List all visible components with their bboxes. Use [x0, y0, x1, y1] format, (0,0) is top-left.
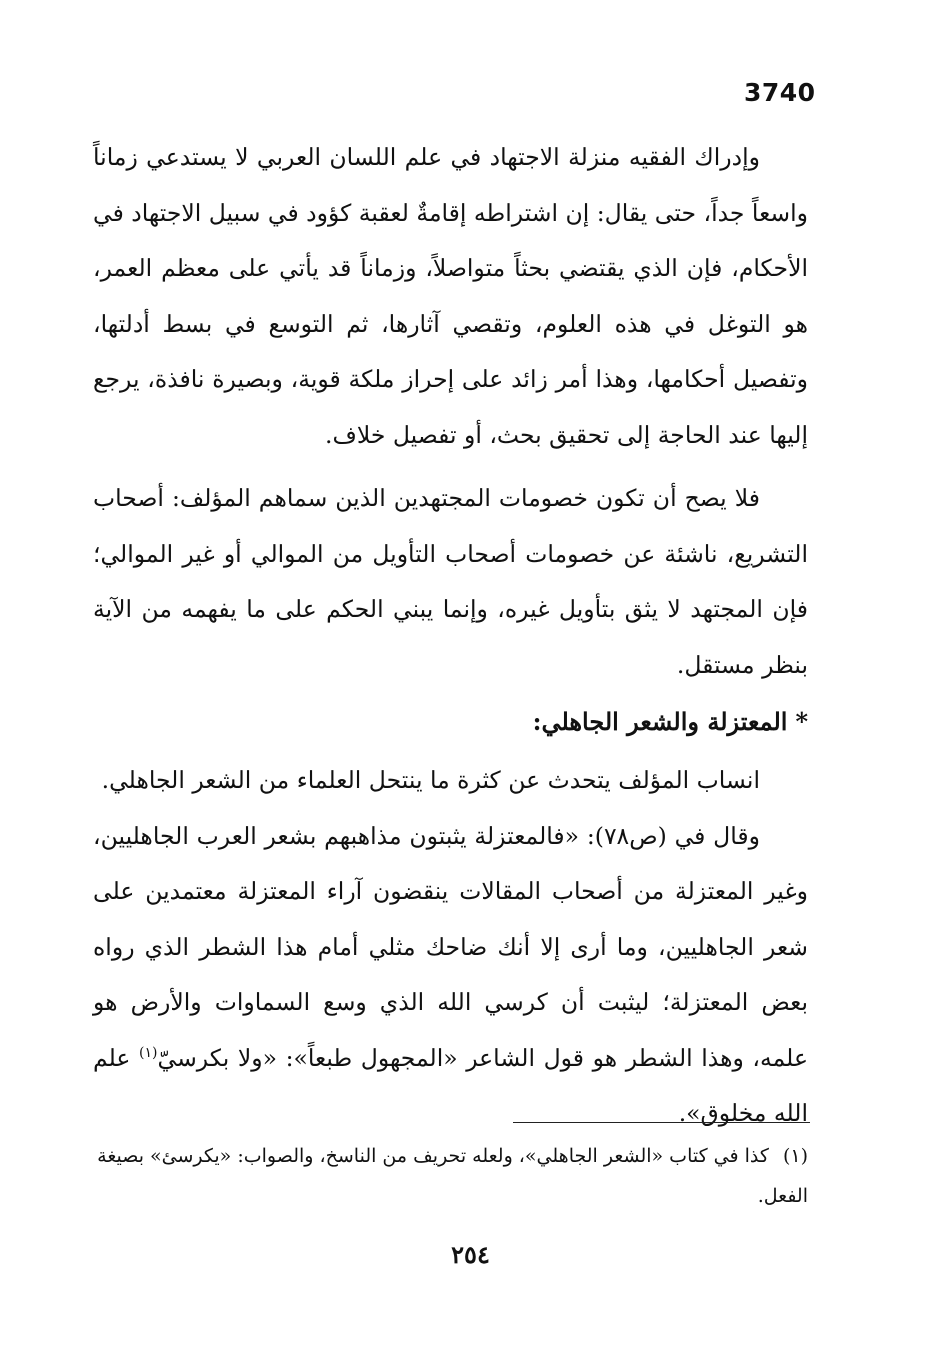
- heading-star-icon: *: [795, 707, 808, 736]
- paragraph-4: [93, 809, 808, 1142]
- footnote-text: كذا في كتاب «الشعر الجاهلي»، ولعله تحريف من الناسخ، والصواب: «يكرسئ» بصيغة الفعل.: [97, 1145, 808, 1207]
- paragraph-4-text-b: علم الله مخلوق».: [93, 1043, 808, 1127]
- paragraph-2: فلا يصح أن تكون خصومات المجتهدين الذين سماهم المؤلف: أصحاب التشريع، ناشئة عن خصومات أصحاب التأويل من الموالي أو غير الموالي؛ فإن المجتهد لا يثق بتأويل غيره، وإنما يبني الحكم على ما يفهمه من الآية بنظر مستقل.: [93, 484, 808, 679]
- paragraph-4-text-a: وقال في (ص٧٨): «فالمعتزلة يثبتون مذاهبهم بشعر العرب الجاهليين، وغير المعتزلة من أصحاب المقالات ينقضون آراء المعتزلة معتمدين على شعر الجاهليين، وما أرى إلا أنك ضاحك مثلي أمام هذا الشطر الذي رواه بعض المعتزلة؛ ليثبت أن كرسي الله الذي وسع السماوات والأرض هو علمه، وهذا الشطر هو قول الشاعر «المجهول طبعاً»: «ولا بكرسيّ: [93, 821, 808, 1072]
- section-heading: [93, 697, 808, 747]
- section-heading-text: المعتزلة والشعر الجاهلي:: [532, 707, 788, 736]
- main-text: [93, 130, 808, 1142]
- footnote-divider: [513, 1122, 810, 1123]
- paragraph-3: انساب المؤلف يتحدث عن كثرة ما ينتحل العلماء من الشعر الجاهلي.: [101, 766, 760, 794]
- footnote-number: (١): [782, 1145, 808, 1167]
- footnote-1: [93, 1136, 808, 1216]
- paragraph-1: وإدراك الفقيه منزلة الاجتهاد في علم اللسان العربي لا يستدعي زماناً واسعاً جداً، حتى يقال: إن اشتراطه إقامةٌ لعقبة كؤود في سبيل الاجتهاد في الأحكام، فإن الذي يقتضي بحثاً متواصلاً، وزماناً قد يأتي على معظم العمر، هو التوغل في هذه العلوم، وتقصي آثارها، ثم التوسع في بسط أدلتها، وتفصيل أحكامها، وهذا أمر زائد على إحراز ملكة قوية، وبصيرة نافذة، يرجع إليها عند الحاجة إلى تحقيق بحث، أو تفصيل خلاف.: [92, 143, 808, 449]
- page-number-bottom: ٢٥٤: [451, 1240, 490, 1269]
- page-number-top: 3740: [744, 78, 816, 107]
- footnote-reference[interactable]: (١): [139, 1044, 158, 1061]
